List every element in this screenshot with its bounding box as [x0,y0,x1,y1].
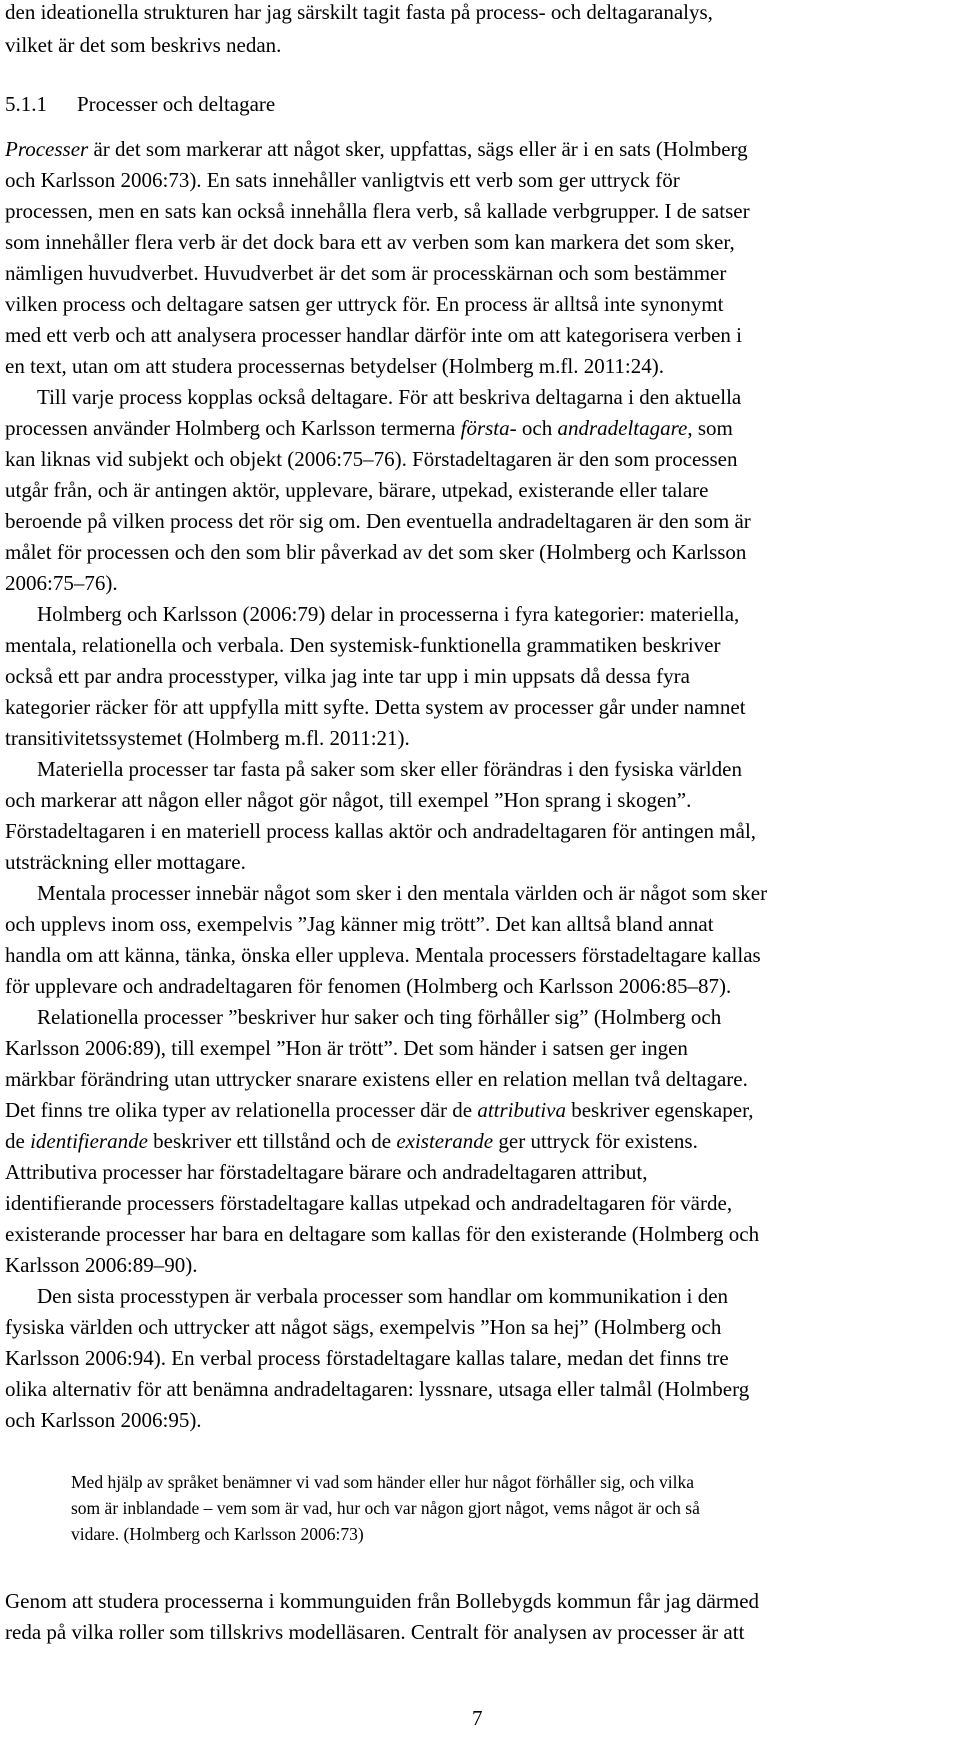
paragraph-line: existerande processer har bara en deltagare som kallas för den existerande (Holmberg och [5,1222,760,1246]
paragraph-line: Relationella processer ”beskriver hur saker och ting förhåller sig” (Holmberg och [37,1005,722,1029]
paragraph-line: handla om att känna, tänka, önska eller uppleva. Mentala processers förstadeltagare kallas [5,943,761,967]
paragraph-line: märkbar förändring utan uttrycker snarare existens eller en relation mellan två deltagare. [5,1067,748,1091]
block-quote-line: som är inblandade – vem som är vad, hur och var någon gjort något, vems något är och så [71,1498,700,1518]
paragraph-line: kan liknas vid subjekt och objekt (2006:75–76). Förstadeltagaren är den som processen [5,447,738,471]
term-italic: Processer [5,137,89,161]
section-number: 5.1.1 [5,92,47,116]
paragraph-line: utgår från, och är antingen aktör, upplevare, bärare, utpekad, existerande eller talare [5,478,709,502]
paragraph-line: Det finns tre olika typer av relationella processer där de attributiva beskriver egenskaper, [5,1098,754,1122]
paragraph-line: kategorier räcker för att uppfylla mitt syfte. Detta system av processer går under namnet [5,695,746,719]
paragraph-line: med ett verb och att analysera processer handlar därför inte om att kategorisera verben i [5,323,743,347]
paragraph-line: vilken process och deltagare satsen ger uttryck för. En process är alltså inte synonymt [5,292,724,316]
page-number: 7 [472,1706,483,1730]
paragraph-line: och upplevs inom oss, exempelvis ”Jag känner mig trött”. Det kan alltså bland annat [5,912,714,936]
paragraph-line: för upplevare och andradeltagaren för fenomen (Holmberg och Karlsson 2006:85–87). [5,974,732,998]
intro-line: den ideationella strukturen har jag särskilt tagit fasta på process- och deltagaranalys, [5,0,713,24]
section-title: Processer och deltagare [77,92,276,116]
paragraph-line: utsträckning eller mottagare. [5,850,246,874]
paragraph-line: och Karlsson 2006:95). [5,1408,202,1432]
paragraph-line: Karlsson 2006:89), till exempel ”Hon är trött”. Det som händer i satsen ger ingen [5,1036,688,1060]
paragraph-line: 2006:75–76). [5,571,118,595]
paragraph-line: olika alternativ för att benämna andradeltagaren: lyssnare, utsaga eller talmål (Holmberg [5,1377,750,1401]
paragraph-line: Mentala processer innebär något som sker i den mentala världen och är något som sker [37,881,768,905]
term-italic: första- [460,416,517,440]
paragraph-line: processen, men en sats kan också innehålla flera verb, så kallade verbgrupper. I de satser [5,199,750,223]
paragraph-line: målet för processen och den som blir påverkad av det som sker (Holmberg och Karlsson [5,540,747,564]
paragraph-line: och Karlsson 2006:73). En sats innehåller vanligtvis ett verb som ger uttryck för [5,168,680,192]
paragraph-line: reda på vilka roller som tillskrivs modelläsaren. Centralt för analysen av processer är att [5,1620,745,1644]
term-italic: andradeltagare [557,416,688,440]
paragraph-line: en text, utan om att studera processernas betydelser (Holmberg m.fl. 2011:24). [5,354,664,378]
paragraph-line: Till varje process kopplas också deltagare. För att beskriva deltagarna i den aktuella [37,385,742,409]
paragraph-line: nämligen huvudverbet. Huvudverbet är det som är processkärnan och som bestämmer [5,261,727,285]
paragraph-line: Karlsson 2006:94). En verbal process förstadeltagare kallas talare, medan det finns tre [5,1346,729,1370]
section-heading [5,94,275,115]
paragraph-line: transitivitetssystemet (Holmberg m.fl. 2011:21). [5,726,410,750]
paragraph-line: Attributiva processer har förstadeltagare bärare och andradeltagaren attribut, [5,1160,648,1184]
paragraph-line: Holmberg och Karlsson (2006:79) delar in processerna i fyra kategorier: materiella, [37,602,740,626]
paragraph-line: Materiella processer tar fasta på saker som sker eller förändras i den fysiska världen [37,757,742,781]
paragraph-line: identifierande processers förstadeltagare kallas utpekad och andradeltagaren för värde, [5,1191,733,1215]
intro-line: vilket är det som beskrivs nedan. [5,33,282,57]
block-quote-line: Med hjälp av språket benämner vi vad som händer eller hur något förhåller sig, och vilka [71,1472,694,1492]
paragraph-line: som innehåller flera verb är det dock bara ett av verben som kan markera det som sker, [5,230,735,254]
paragraph-line: Den sista processtypen är verbala processer som handlar om kommunikation i den [37,1284,729,1308]
term-italic: attributiva [477,1098,566,1122]
term-italic: identifierande [30,1129,148,1153]
paragraph-line: Karlsson 2006:89–90). [5,1253,198,1277]
paragraph-line: beroende på vilken process det rör sig om. Den eventuella andradeltagaren är den som är [5,509,751,533]
paragraph-line: Processer är det som markerar att något sker, uppfattas, sägs eller är i en sats (Holmberg [5,137,748,161]
paragraph-line: Genom att studera processerna i kommunguiden från Bollebygds kommun får jag därmed [5,1589,760,1613]
paragraph-line: Förstadeltagaren i en materiell process kallas aktör och andradeltagaren för antingen mål, [5,819,757,843]
paragraph-line: och markerar att någon eller något gör något, till exempel ”Hon sprang i skogen”. [5,788,692,812]
paragraph-line: fysiska världen och uttrycker att något sägs, exempelvis ”Hon sa hej” (Holmberg och [5,1315,722,1339]
paragraph-line: också ett par andra processtyper, vilka jag inte tar upp i min uppsats då dessa fyra [5,664,690,688]
paragraph-line: mentala, relationella och verbala. Den systemisk-funktionella grammatiken beskriver [5,633,721,657]
paragraph-line: de identifierande beskriver ett tillstånd och de existerande ger uttryck för existens. [5,1129,698,1153]
paragraph-line: processen använder Holmberg och Karlsson termerna första- och andradeltagare, som [5,416,733,440]
block-quote-line: vidare. (Holmberg och Karlsson 2006:73) [71,1524,364,1544]
term-italic: existerande [396,1129,494,1153]
